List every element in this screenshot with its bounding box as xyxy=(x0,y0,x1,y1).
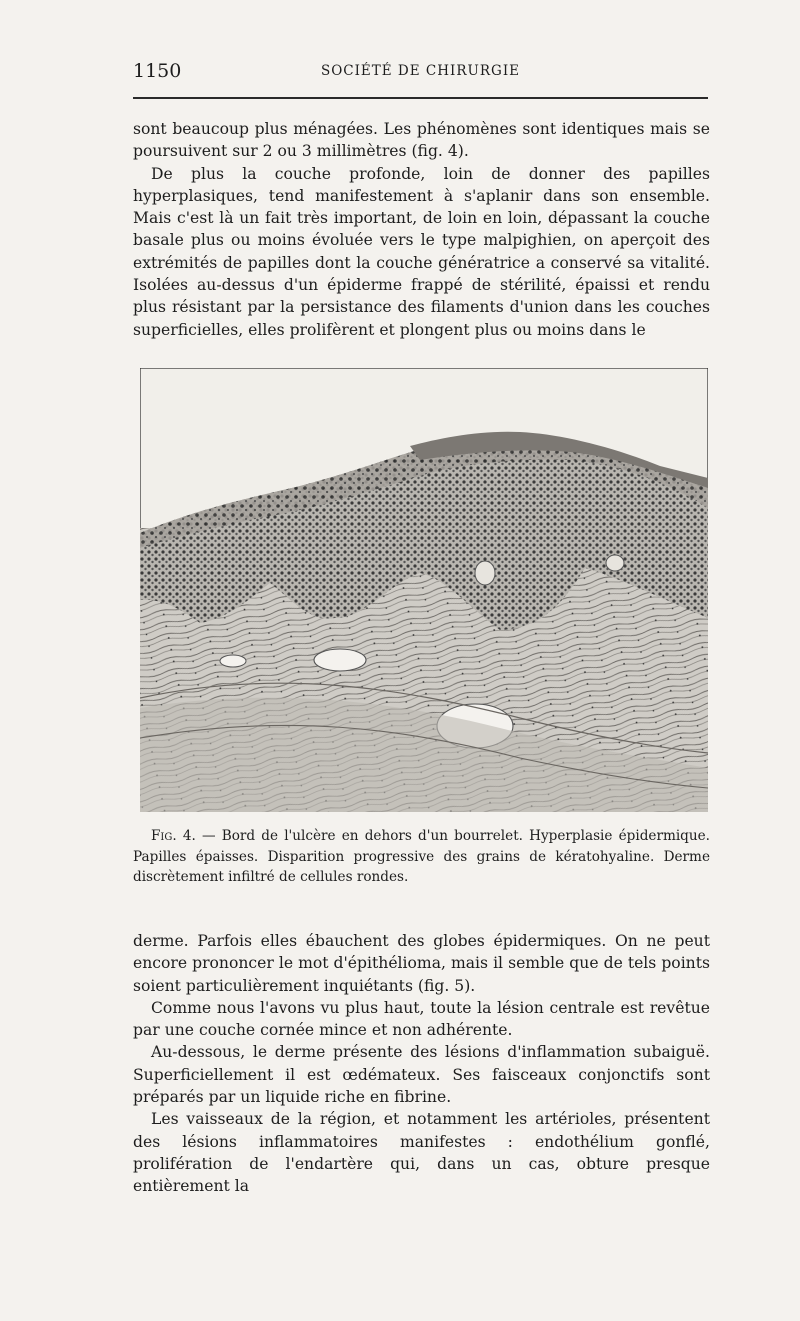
body-text-bottom xyxy=(133,930,710,1198)
page-number: 1150 xyxy=(133,60,182,82)
histology-illustration xyxy=(140,368,708,812)
body-text-top xyxy=(133,118,710,341)
paragraph: Comme nous l'avons vu plus haut, toute la lésion centrale est revêtue par une couche cornée mince et non adhérente. xyxy=(133,998,710,1040)
figure-label: Fig. 4. xyxy=(151,828,196,844)
figure-histology-image xyxy=(140,368,708,812)
paragraph: derme. Parfois elles ébauchent des globes épidermiques. On ne peut encore prononcer le mot d'épithélioma, mais il semble que de tels points soient particulièrement inquiétants (fig. 5). xyxy=(133,932,710,995)
paragraph: De plus la couche profonde, loin de donner des papilles hyperplasiques, tend manifestement à s'aplanir dans son ensemble. Mais c'est là un fait très important, de loin en loin, dépassant la couche basale plus ou moins évoluée vers le type malpighien, on aperçoit des extrémités de papilles dont la couche génératrice a conservé sa vitalité. Isolées au-dessus d'un épiderme frappé de stérilité, épaissi et rendu plus résistant par la persistance des filaments d'union dans les couches superficielles, elles prolifèrent et plongent plus ou moins dans le xyxy=(133,164,710,339)
paragraph: sont beaucoup plus ménagées. Les phénomènes sont identiques mais se poursuivent sur 2 ou 3 millimètres (fig. 4). xyxy=(133,120,710,161)
running-title: SOCIÉTÉ DE CHIRURGIE xyxy=(320,63,521,79)
paragraph: Au-dessous, le derme présente des lésions d'inflammation subaiguë. Superficiellement il est œdémateux. Ses faisceaux conjonctifs sont préparés par un liquide riche en fibrine. xyxy=(133,1043,710,1107)
figure-caption xyxy=(133,826,710,888)
page-header xyxy=(133,60,708,86)
header-rule xyxy=(133,97,708,99)
paragraph: Les vaisseaux de la région, et notamment les artérioles, présentent des lésions inflammatoires manifestes : endothélium gonflé, prolifération de l'endartère qui, dans un cas, obture presque entièrement la xyxy=(133,1110,710,1196)
figure-caption-text: — Bord de l'ulcère en dehors d'un bourrelet. Hyperplasie épidermique. Papilles épaisses. Disparition progressive des grains de kératohyaline. Derme discrètement infiltré de cellules rondes. xyxy=(133,828,711,885)
